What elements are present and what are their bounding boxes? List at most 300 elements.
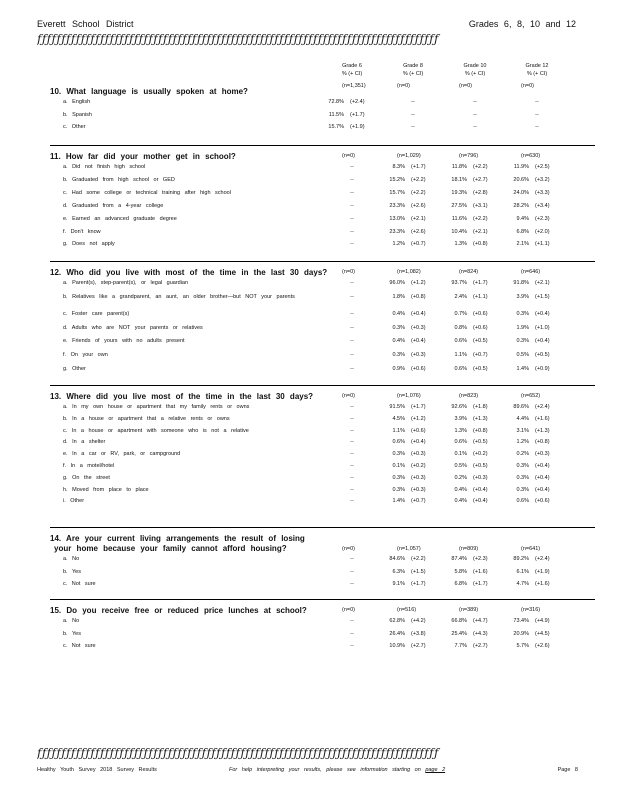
percent-value: 11.8%: [451, 164, 467, 170]
sample-size: (n=809): [459, 546, 479, 552]
percent-value: 1.2%: [392, 241, 405, 248]
response-cell: [507, 280, 567, 286]
response-cell: [507, 428, 567, 434]
confidence-interval: (+4.2): [411, 618, 426, 624]
confidence-interval: (+3.1): [473, 202, 488, 209]
percent-value: 89.2%: [513, 556, 529, 562]
confidence-interval: (+0.7): [473, 352, 488, 358]
response-cell: [507, 164, 567, 170]
no-data-dash: --: [350, 568, 354, 575]
column-grade: Grade 12: [525, 63, 549, 69]
no-data-dash: --: [350, 556, 354, 562]
percent-value: 0.8%: [454, 324, 467, 331]
no-data-dash: --: [350, 202, 354, 209]
no-data-dash: --: [350, 643, 354, 649]
response-cell: [445, 404, 505, 410]
percent-value: 0.3%: [516, 463, 529, 469]
no-data-dash: --: [350, 463, 354, 469]
confidence-interval: (+0.8): [473, 427, 488, 434]
sample-size: (n=1,076): [397, 393, 421, 399]
confidence-interval: (+0.4): [535, 463, 550, 469]
percent-value: 93.7%: [451, 280, 467, 286]
confidence-interval: (+1.7): [350, 111, 365, 118]
response-row: [63, 112, 593, 123]
no-data-dash: --: [350, 164, 354, 170]
response-label: h. Moved from place to place: [63, 486, 149, 493]
percent-value: 3.9%: [454, 415, 467, 422]
sample-size: (n=630): [521, 153, 541, 159]
response-label: c. Had some college or technical training after high school: [63, 189, 231, 196]
confidence-interval: (+0.4): [473, 498, 488, 505]
response-cell: [383, 451, 443, 457]
percent-value: 0.3%: [392, 474, 405, 481]
percent-value: 20.6%: [513, 176, 529, 183]
no-data-dash: --: [411, 124, 415, 130]
confidence-interval: (+0.5): [473, 463, 488, 469]
percent-value: 6.3%: [392, 568, 405, 575]
response-label: b. Spanish: [63, 111, 92, 118]
percent-value: 1.8%: [392, 293, 405, 300]
sample-size: (n=316): [521, 607, 541, 613]
response-cell: [507, 569, 567, 575]
percent-value: 0.3%: [392, 486, 405, 493]
response-cell: [445, 99, 505, 105]
response-cell: [383, 229, 443, 235]
confidence-interval: (+0.5): [473, 338, 488, 345]
percent-value: 7.7%: [454, 643, 467, 649]
no-data-dash: --: [350, 630, 354, 637]
response-cell: [322, 203, 382, 209]
response-label: d. In a shelter: [63, 439, 106, 446]
confidence-interval: (+3.4): [535, 202, 550, 209]
confidence-interval: (+2.7): [473, 176, 488, 183]
response-cell: [507, 581, 567, 587]
response-cell: [507, 294, 567, 300]
confidence-interval: (+0.4): [411, 311, 426, 318]
section-divider: [50, 145, 595, 146]
sample-size: (n=1,029): [397, 153, 421, 159]
percent-value: 26.4%: [389, 630, 405, 637]
confidence-interval: (+0.7): [411, 241, 426, 248]
confidence-interval: (+2.2): [473, 164, 488, 170]
response-row: [63, 366, 593, 377]
percent-value: 11.6%: [451, 215, 467, 222]
percent-value: 23.3%: [389, 202, 405, 209]
percent-value: 27.5%: [451, 202, 467, 209]
percent-value: 0.3%: [392, 352, 405, 358]
response-cell: [445, 294, 505, 300]
percent-value: 3.9%: [516, 293, 529, 300]
header-grades: Grades 6, 8, 10 and 12: [468, 19, 576, 29]
response-cell: [322, 428, 382, 434]
percent-value: 10.9%: [389, 643, 405, 649]
confidence-interval: (+2.7): [473, 643, 488, 649]
percent-value: 25.4%: [451, 630, 467, 637]
response-cell: [383, 475, 443, 481]
confidence-interval: (+3.3): [535, 189, 550, 196]
response-cell: [445, 556, 505, 562]
sample-size: (n=824): [459, 269, 479, 275]
response-label: i. Other: [63, 498, 85, 505]
response-label: a. In my own house or apartment that my family rents or owns: [63, 404, 250, 410]
column-grade: Grade 6: [342, 63, 362, 69]
footer-help-text: [229, 767, 445, 773]
response-cell: [322, 124, 382, 130]
percent-value: 24.0%: [513, 189, 529, 196]
confidence-interval: (+1.5): [535, 293, 550, 300]
response-cell: [383, 177, 443, 183]
response-cell: [383, 404, 443, 410]
response-label: e. Earned an advanced graduate degree: [63, 215, 177, 222]
question-title-continued: your home because your family cannot afford housing?: [54, 544, 287, 553]
percent-value: 84.6%: [389, 556, 405, 562]
confidence-interval: (+0.8): [535, 439, 550, 446]
response-cell: [507, 643, 567, 649]
response-cell: [322, 366, 382, 372]
confidence-interval: (+0.4): [535, 474, 550, 481]
percent-value: 66.8%: [451, 618, 467, 624]
response-cell: [445, 416, 505, 422]
response-cell: [507, 203, 567, 209]
percent-value: 1.4%: [392, 498, 405, 505]
percent-value: 1.3%: [454, 427, 467, 434]
response-label: b. Yes: [63, 630, 81, 637]
response-cell: [507, 498, 567, 504]
footer-survey-name: Healthy Youth Survey 2018 Survey Results: [37, 767, 157, 773]
confidence-interval: (+0.4): [411, 439, 426, 446]
confidence-interval: (+2.8): [473, 189, 488, 196]
no-data-dash: --: [535, 124, 539, 130]
response-label: c. Not sure: [63, 581, 96, 587]
response-cell: [322, 216, 382, 222]
response-cell: [383, 581, 443, 587]
percent-value: 0.2%: [516, 451, 529, 458]
confidence-interval: (+0.5): [535, 352, 550, 358]
response-cell: [383, 463, 443, 469]
response-cell: [383, 366, 443, 372]
response-cell: [322, 475, 382, 481]
confidence-interval: (+0.6): [411, 427, 426, 434]
sample-size: (n=0): [342, 546, 355, 552]
response-cell: [322, 280, 382, 286]
no-data-dash: --: [535, 99, 539, 105]
confidence-interval: (+3.2): [535, 176, 550, 183]
response-row: [63, 463, 593, 474]
no-data-dash: --: [473, 124, 477, 130]
response-cell: [383, 164, 443, 170]
percent-value: 23.3%: [389, 228, 405, 235]
footer-decoration: ƒƒƒƒƒƒƒƒƒƒƒƒƒƒƒƒƒƒƒƒƒƒƒƒƒƒƒƒƒƒƒƒƒƒƒƒƒƒƒƒƒƒƒƒƒƒƒƒƒƒƒƒƒƒƒƒƒƒƒƒƒƒƒƒƒƒƒƒƒƒƒƒƒƒƒƒƒƒƒƒƒƒƒ: [37, 746, 439, 760]
section-divider: [50, 385, 595, 386]
percent-value: 5.8%: [454, 568, 467, 575]
response-cell: [507, 311, 567, 317]
response-cell: [322, 487, 382, 493]
confidence-interval: (+1.9): [535, 568, 550, 575]
percent-value: 62.8%: [389, 618, 405, 624]
response-row: [63, 618, 593, 629]
percent-value: 0.6%: [454, 338, 467, 345]
confidence-interval: (+2.2): [411, 556, 426, 562]
response-cell: [445, 498, 505, 504]
response-cell: [383, 112, 443, 118]
response-cell: [507, 124, 567, 130]
response-row: [63, 643, 593, 654]
response-row: [63, 498, 593, 509]
confidence-interval: (+2.2): [411, 189, 426, 196]
confidence-interval: (+1.1): [473, 293, 488, 300]
response-cell: [507, 338, 567, 344]
percent-value: 11.9%: [513, 164, 529, 170]
percent-value: 0.1%: [392, 463, 405, 469]
confidence-interval: (+2.1): [473, 228, 488, 235]
response-row: [63, 338, 593, 349]
response-label: c. Other: [63, 124, 86, 130]
percent-value: 0.4%: [392, 311, 405, 318]
percent-value: 0.3%: [516, 311, 529, 318]
response-row: [63, 439, 593, 450]
percent-value: 2.1%: [516, 241, 529, 248]
no-data-dash: --: [535, 111, 539, 118]
confidence-interval: (+2.2): [411, 176, 426, 183]
response-cell: [383, 416, 443, 422]
response-row: [63, 404, 593, 415]
percent-value: 0.4%: [454, 486, 467, 493]
confidence-interval: (+0.3): [411, 324, 426, 331]
response-cell: [322, 352, 382, 358]
response-row: [63, 280, 593, 291]
confidence-interval: (+0.6): [535, 498, 550, 505]
response-cell: [383, 352, 443, 358]
no-data-dash: --: [350, 498, 354, 505]
response-label: c. In a house or apartment with someone who is not a relative: [63, 427, 249, 434]
response-row: [63, 99, 593, 110]
response-cell: [383, 487, 443, 493]
confidence-interval: (+1.7): [411, 164, 426, 170]
no-data-dash: --: [350, 215, 354, 222]
confidence-interval: (+4.3): [473, 630, 488, 637]
response-row: [63, 164, 593, 175]
percent-value: 28.2%: [513, 202, 529, 209]
no-data-dash: --: [350, 365, 354, 372]
sample-size: (n=1,082): [397, 269, 421, 275]
response-row: [63, 475, 593, 486]
response-cell: [383, 569, 443, 575]
response-cell: [445, 338, 505, 344]
confidence-interval: (+0.4): [535, 311, 550, 318]
sample-size: (n=823): [459, 393, 479, 399]
response-cell: [445, 428, 505, 434]
column-grade: Grade 10: [463, 63, 487, 69]
response-cell: [322, 177, 382, 183]
percent-value: 20.9%: [513, 630, 529, 637]
response-label: a. No: [63, 618, 80, 624]
response-cell: [322, 294, 382, 300]
response-cell: [322, 325, 382, 331]
percent-value: 0.7%: [454, 311, 467, 318]
response-cell: [322, 618, 382, 624]
response-row: [63, 428, 593, 439]
percent-value: 0.4%: [454, 498, 467, 505]
response-row: [63, 556, 593, 567]
percent-value: 1.9%: [516, 324, 529, 331]
response-label: e. In a car or RV, park, or campground: [63, 451, 181, 458]
confidence-interval: (+0.7): [411, 498, 426, 505]
confidence-interval: (+0.8): [411, 293, 426, 300]
response-cell: [445, 643, 505, 649]
sample-size: (n=0): [521, 83, 534, 89]
response-row: [63, 216, 593, 227]
no-data-dash: --: [350, 618, 354, 624]
percent-value: 0.3%: [516, 338, 529, 345]
confidence-interval: (+0.3): [411, 451, 426, 458]
response-cell: [322, 463, 382, 469]
percent-value: 6.8%: [516, 228, 529, 235]
response-cell: [383, 280, 443, 286]
response-cell: [322, 112, 382, 118]
column-header: [445, 62, 505, 78]
response-cell: [383, 498, 443, 504]
confidence-interval: (+2.5): [535, 164, 550, 170]
confidence-interval: (+1.6): [473, 568, 488, 575]
sample-size: (n=0): [342, 269, 355, 275]
footer-help-label: For help interpreting your results, please see information starting on: [229, 767, 421, 773]
response-cell: [383, 325, 443, 331]
response-cell: [383, 190, 443, 196]
no-data-dash: --: [350, 581, 354, 587]
sample-size: (n=641): [521, 546, 541, 552]
no-data-dash: --: [411, 111, 415, 118]
response-label: e. Friends of yours with no adults present: [63, 338, 185, 345]
percent-value: 1.3%: [454, 241, 467, 248]
no-data-dash: --: [350, 352, 354, 358]
confidence-interval: (+1.2): [411, 415, 426, 422]
response-cell: [445, 164, 505, 170]
confidence-interval: (+1.8): [473, 404, 488, 410]
response-cell: [445, 241, 505, 247]
percent-value: 4.7%: [516, 581, 529, 587]
response-label: a. No: [63, 556, 80, 562]
percent-value: 0.5%: [516, 352, 529, 358]
response-label: g. On the street: [63, 474, 110, 481]
column-stat: % (+ CI): [464, 71, 486, 77]
response-label: f. On your own: [63, 352, 108, 358]
sample-size: (n=0): [342, 607, 355, 613]
footer-page-link[interactable]: page 2: [425, 767, 446, 773]
no-data-dash: --: [350, 486, 354, 493]
response-row: [63, 325, 593, 336]
confidence-interval: (+0.4): [535, 338, 550, 345]
confidence-interval: (+0.9): [535, 365, 550, 372]
response-cell: [445, 487, 505, 493]
question-title: 11. How far did your mother get in school?: [50, 152, 236, 161]
confidence-interval: (+0.6): [473, 324, 488, 331]
column-header: [322, 62, 382, 78]
question-title: 14. Are your current living arrangements the result of losing: [50, 534, 305, 543]
response-label: a. English: [63, 99, 91, 105]
percent-value: 4.4%: [516, 415, 529, 422]
percent-value: 96.0%: [389, 280, 405, 286]
no-data-dash: --: [350, 241, 354, 248]
response-cell: [507, 463, 567, 469]
footer-page-number: Page 8: [557, 767, 578, 773]
no-data-dash: --: [350, 451, 354, 458]
response-cell: [507, 556, 567, 562]
response-cell: [507, 404, 567, 410]
response-cell: [507, 177, 567, 183]
percent-value: 18.1%: [451, 176, 467, 183]
response-cell: [322, 416, 382, 422]
percent-value: 73.4%: [513, 618, 529, 624]
response-cell: [445, 439, 505, 445]
confidence-interval: (+0.5): [473, 365, 488, 372]
confidence-interval: (+0.3): [411, 486, 426, 493]
response-row: [63, 581, 593, 592]
question-title: 13. Where did you live most of the time in the last 30 days?: [50, 392, 314, 401]
response-cell: [507, 475, 567, 481]
response-cell: [507, 229, 567, 235]
response-row: [63, 241, 593, 252]
confidence-interval: (+2.1): [535, 280, 550, 286]
response-cell: [507, 451, 567, 457]
percent-value: 3.1%: [516, 427, 529, 434]
response-cell: [507, 631, 567, 637]
confidence-interval: (+2.3): [473, 556, 488, 562]
response-cell: [445, 366, 505, 372]
response-cell: [322, 338, 382, 344]
confidence-interval: (+1.9): [350, 124, 365, 130]
confidence-interval: (+2.2): [473, 215, 488, 222]
response-cell: [507, 216, 567, 222]
response-cell: [507, 618, 567, 624]
percent-value: 92.6%: [451, 404, 467, 410]
percent-value: 13.0%: [389, 215, 405, 222]
percent-value: 15.2%: [389, 176, 405, 183]
response-label: b. In a house or apartment that a relative rents or owns: [63, 415, 230, 422]
confidence-interval: (+0.4): [411, 338, 426, 345]
confidence-interval: (+3.8): [411, 630, 426, 637]
response-cell: [445, 463, 505, 469]
confidence-interval: (+1.7): [473, 280, 488, 286]
confidence-interval: (+2.6): [411, 202, 426, 209]
response-label: a. Did not finish high school: [63, 164, 146, 170]
response-cell: [445, 569, 505, 575]
response-row: [63, 311, 593, 322]
percent-value: 0.3%: [516, 474, 529, 481]
question-title: 10. What language is usually spoken at home?: [50, 87, 248, 96]
response-row: [63, 229, 593, 240]
response-cell: [445, 581, 505, 587]
confidence-interval: (+1.7): [411, 581, 426, 587]
response-cell: [383, 203, 443, 209]
response-row: [63, 124, 593, 135]
response-row: [63, 487, 593, 498]
percent-value: 0.9%: [392, 365, 405, 372]
response-cell: [383, 428, 443, 434]
no-data-dash: --: [350, 415, 354, 422]
response-cell: [322, 498, 382, 504]
sample-size: (n=516): [397, 607, 417, 613]
no-data-dash: --: [411, 99, 415, 105]
response-label: g. Other: [63, 365, 86, 372]
response-cell: [445, 177, 505, 183]
response-cell: [445, 280, 505, 286]
percent-value: 9.4%: [516, 215, 529, 222]
response-cell: [507, 112, 567, 118]
response-cell: [383, 439, 443, 445]
confidence-interval: (+2.1): [411, 215, 426, 222]
confidence-interval: (+2.6): [411, 228, 426, 235]
response-cell: [445, 216, 505, 222]
